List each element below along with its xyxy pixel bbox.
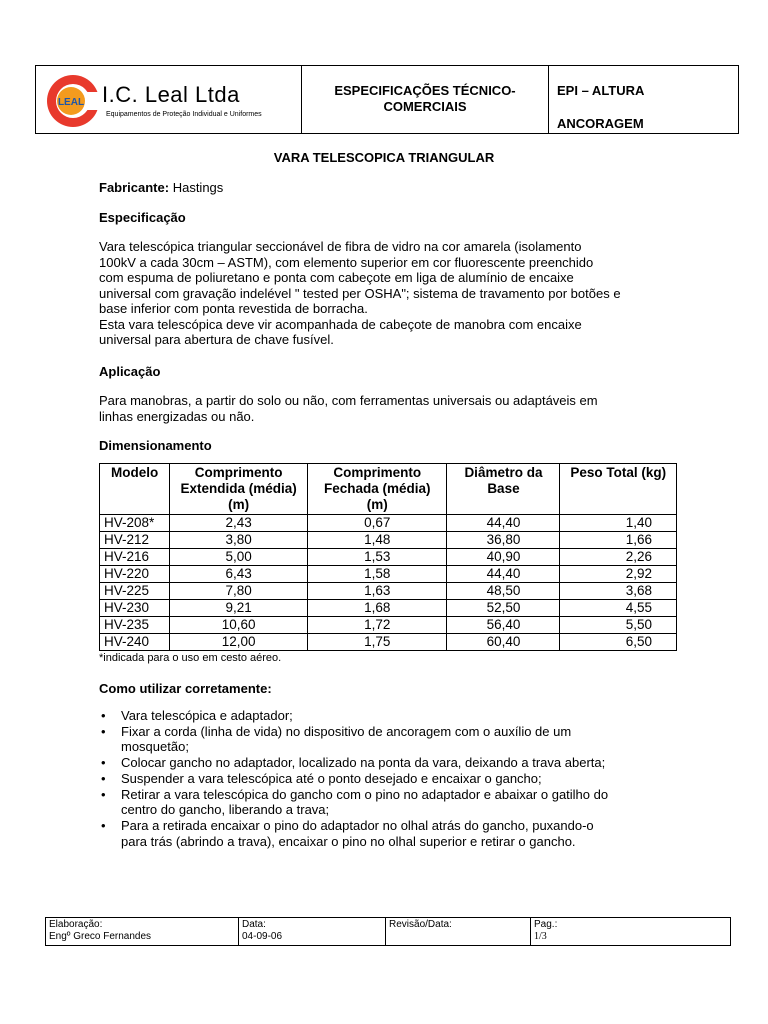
value-cell: 7,80 (170, 582, 308, 599)
column-header-line: Comprimento (333, 464, 422, 480)
column-header-line: Extendida (média) (180, 480, 297, 496)
column-header-line: Comprimento (194, 464, 283, 480)
table-header-row (100, 463, 677, 514)
column-header-line: Modelo (111, 464, 159, 480)
footer-date-value: 04-09-06 (242, 931, 283, 942)
spec-line: universal com gravação indelével " tested per OSHA"; sistema de travamento por botões e (99, 285, 621, 301)
usage-heading: Como utilizar corretamente: (99, 680, 272, 696)
value-cell: 6,50 (560, 633, 677, 650)
document-header (35, 65, 739, 134)
model-cell: HV-216 (100, 548, 170, 565)
usage-item-line: Suspender a vara telescópica até o ponto desejado e encaixar o gancho; (121, 770, 542, 786)
spec-line: Vara telescópica triangular seccionável de fibra de vidro na cor amarela (isolamento (99, 239, 582, 254)
category-line1: EPI – ALTURA (557, 83, 645, 98)
value-cell: 1,53 (308, 548, 447, 565)
document-type-line2: COMERCIAIS (383, 99, 467, 114)
model-cell: HV-225 (100, 582, 170, 599)
usage-item-line: Para a retirada encaixar o pino do adaptador no olhal atrás do gancho, puxando-o (121, 817, 594, 833)
usage-item (99, 755, 679, 771)
logo-lettering: LEAL (57, 97, 85, 108)
bullet-dot: • (101, 817, 106, 833)
model-cell: HV-208* (100, 514, 170, 531)
bullet-dot: • (101, 770, 106, 786)
column-header (100, 463, 170, 514)
value-cell: 1,66 (560, 531, 677, 548)
manufacturer-label: Fabricante: (99, 180, 170, 195)
column-header-line: Diâmetro da (464, 464, 543, 480)
value-cell: 6,43 (170, 565, 308, 582)
column-header (447, 463, 560, 514)
model-cell: HV-212 (100, 531, 170, 548)
company-name: I.C. Leal Ltda (102, 82, 240, 107)
footer-revision-label: Revisão/Data: (389, 919, 452, 930)
model-cell: HV-220 (100, 565, 170, 582)
value-cell: 9,21 (170, 599, 308, 616)
usage-item (99, 787, 679, 818)
application-line: linhas energizadas ou não. (99, 408, 255, 424)
value-cell: 5,00 (170, 548, 308, 565)
application-line: Para manobras, a partir do solo ou não, com ferramentas universais ou adaptáveis em (99, 393, 598, 408)
value-cell: 52,50 (447, 599, 560, 616)
manufacturer-line (99, 180, 679, 196)
value-cell: 5,50 (560, 616, 677, 633)
spec-line: com espuma de poliuretano e ponta com cabeçote em liga de alumínio de encaixe (99, 270, 574, 285)
value-cell: 2,92 (560, 565, 677, 582)
value-cell: 44,40 (447, 514, 560, 531)
usage-item-line: Fixar a corda (linha de vida) no dispositivo de ancoragem com o auxílio de um (121, 723, 572, 739)
footer-elaboration-label: Elaboração: (49, 919, 103, 930)
value-cell: 56,40 (447, 616, 560, 633)
value-cell: 1,68 (308, 599, 447, 616)
column-header (560, 463, 677, 514)
model-cell: HV-235 (100, 616, 170, 633)
spec-line: 100kV a cada 30cm – ASTM), com elemento superior em cor fluorescente preenchido (99, 254, 594, 270)
column-header (170, 463, 308, 514)
table-footnote: *indicada para o uso em cesto aéreo. (99, 651, 282, 664)
spec-line: base inferior com ponta revestida de borracha. (99, 301, 368, 316)
spec-line: universal para abertura de chave fusível. (99, 332, 334, 347)
application-heading: Aplicação (99, 363, 161, 379)
usage-item-line: Vara telescópica e adaptador; (121, 708, 293, 723)
category-block (549, 66, 738, 133)
value-cell: 1,72 (308, 616, 447, 633)
document-footer (45, 917, 731, 946)
value-cell: 12,00 (170, 633, 308, 650)
model-cell: HV-240 (100, 633, 170, 650)
dimensions-heading: Dimensionamento (99, 438, 212, 453)
bullet-dot: • (101, 723, 106, 739)
value-cell: 2,43 (170, 514, 308, 531)
column-header-line: Base (487, 480, 520, 496)
value-cell: 1,40 (560, 514, 677, 531)
model-cell: HV-230 (100, 599, 170, 616)
value-cell: 0,67 (308, 514, 447, 531)
application-paragraph (99, 393, 679, 424)
table-row (100, 582, 677, 599)
company-logo-block (36, 66, 302, 133)
value-cell: 40,90 (447, 548, 560, 565)
footer-page-label: Pag.: (534, 919, 558, 930)
usage-item-line: mosquetão; (121, 739, 189, 755)
usage-item (99, 724, 679, 755)
value-cell: 3,80 (170, 531, 308, 548)
value-cell: 1,58 (308, 565, 447, 582)
dimensions-table (99, 463, 677, 651)
table-row (100, 531, 677, 548)
document-type (302, 66, 549, 133)
document-type-line1: ESPECIFICAÇÕES TÉCNICO- (334, 83, 516, 98)
usage-item (99, 771, 679, 787)
value-cell: 1,48 (308, 531, 447, 548)
document-body (99, 180, 679, 849)
value-cell: 2,26 (560, 548, 677, 565)
footer-elaboration-value: Engº Greco Fernandes (49, 931, 152, 942)
manufacturer-value: Hastings (172, 180, 224, 195)
value-cell: 3,68 (560, 582, 677, 599)
column-header-line: Fechada (média) (323, 480, 431, 496)
usage-list (99, 708, 679, 849)
value-cell: 1,75 (308, 633, 447, 650)
table-row (100, 633, 677, 650)
table-row (100, 616, 677, 633)
usage-item-line: Retirar a vara telescópica do gancho com o pino no adaptador e abaixar o gatilho do (121, 786, 609, 802)
value-cell: 4,55 (560, 599, 677, 616)
category-line2: ANCORAGEM (557, 116, 644, 131)
table-row (100, 548, 677, 565)
value-cell: 48,50 (447, 582, 560, 599)
footer-page-cell (531, 918, 731, 946)
table-row (100, 599, 677, 616)
footer-page-value: 1/3 (534, 931, 547, 942)
column-header-line: (m) (228, 496, 250, 512)
usage-item (99, 708, 679, 724)
leal-logo-icon (46, 72, 98, 130)
footer-date-cell (239, 918, 386, 946)
column-header-line: Peso Total (kg) (570, 464, 667, 480)
spec-heading: Especificação (99, 209, 186, 225)
value-cell: 36,80 (447, 531, 560, 548)
table-row (100, 565, 677, 582)
usage-item-line: Colocar gancho no adaptador, localizado na ponta da vara, deixando a trava aberta; (121, 755, 606, 771)
bullet-dot: • (101, 786, 106, 802)
value-cell: 10,60 (170, 616, 308, 633)
column-header (308, 463, 447, 514)
usage-item-line: para trás (abrindo a trava), encaixar o pino no olhal superior e retirar o gancho. (121, 833, 576, 849)
spec-paragraph (99, 239, 679, 348)
value-cell: 1,63 (308, 582, 447, 599)
value-cell: 44,40 (447, 565, 560, 582)
usage-item (99, 818, 679, 849)
company-subtitle: Equipamentos de Proteção Individual e Uniformes (106, 111, 262, 118)
column-header-line: (m) (366, 496, 388, 512)
usage-item-line: centro do gancho, liberando a trava; (121, 802, 330, 818)
document-title: VARA TELESCOPICA TRIANGULAR (273, 150, 495, 165)
footer-revision-cell (386, 918, 531, 946)
table-row (100, 514, 677, 531)
bullet-dot: • (101, 708, 106, 723)
footer-date-label: Data: (242, 919, 266, 930)
value-cell: 60,40 (447, 633, 560, 650)
footer-elaboration-cell (46, 918, 239, 946)
spec-line: Esta vara telescópica deve vir acompanhada de cabeçote de manobra com encaixe (99, 316, 582, 332)
bullet-dot: • (101, 755, 106, 771)
